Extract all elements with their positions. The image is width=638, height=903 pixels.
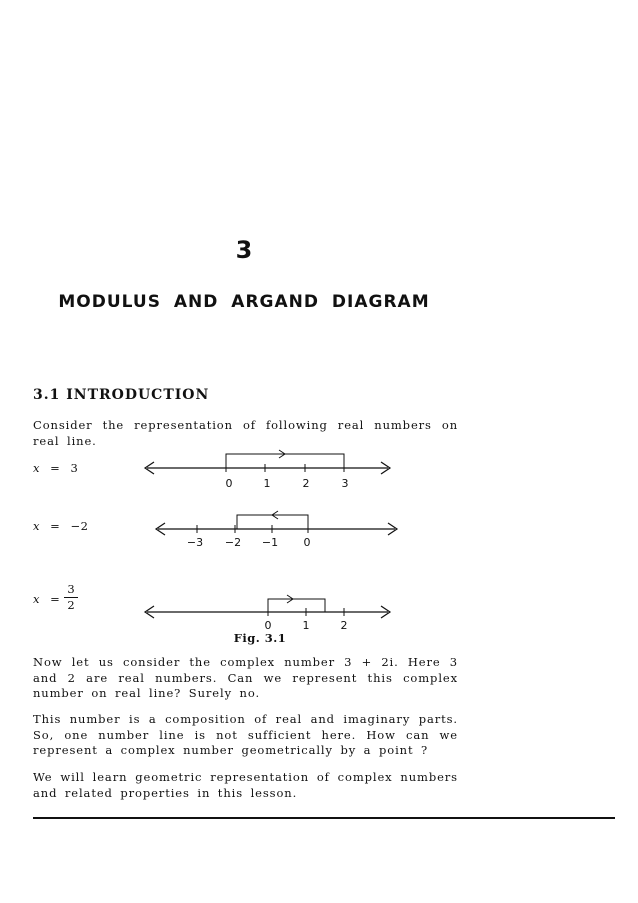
number-line-2	[156, 511, 397, 549]
paragraph-1: Now let us consider the complex number 3 + 2i. Here 3 and 2 are real numbers. Can we represent this complex number on real line? Surely no.	[33, 655, 458, 700]
tick-label: 1	[302, 619, 310, 632]
tick-label: −1	[261, 536, 279, 549]
intro-paragraph: Consider the representation of following real numbers on real line.	[33, 418, 458, 448]
section-heading: 3.1 INTRODUCTION	[33, 387, 210, 403]
chapter-title: MODULUS AND ARGAND DIAGRAM	[58, 292, 430, 312]
example-1-variable: x	[33, 461, 40, 475]
tick-label: −3	[186, 536, 204, 549]
example-2-value: −2	[70, 519, 89, 533]
paragraph-2: This number is a composition of real and imaginary parts. So, one number line is not sufficient here. How can we represent a complex number geometrically by a point ?	[33, 712, 458, 757]
figure-caption: Fig. 3.1	[233, 631, 287, 645]
tick-label: 2	[340, 619, 348, 632]
example-1-value: 3	[70, 461, 79, 475]
tick-label: 1	[263, 477, 271, 490]
fraction-numerator: 3	[67, 582, 75, 596]
distance-bracket	[226, 454, 344, 468]
tick-label: 0	[264, 619, 272, 632]
example-2-variable: x	[33, 519, 40, 533]
tick-label: 0	[225, 477, 233, 490]
fraction-denominator: 2	[67, 598, 75, 612]
number-line-3	[145, 595, 390, 632]
tick-label: −2	[224, 536, 242, 549]
example-3-variable: x	[33, 592, 40, 606]
tick-label: 3	[341, 477, 349, 490]
number-line-1	[145, 450, 390, 490]
example-1-equals: =	[50, 461, 61, 475]
example-2-equals: =	[50, 519, 61, 533]
example-3-equals: =	[50, 592, 61, 606]
tick-label: 0	[303, 536, 311, 549]
footer-rule	[33, 817, 615, 819]
paragraph-3: We will learn geometric representation of complex numbers and related properties in this lesson.	[33, 770, 458, 800]
tick-label: 2	[302, 477, 310, 490]
chapter-number: 3	[235, 236, 253, 264]
distance-bracket	[268, 599, 325, 612]
